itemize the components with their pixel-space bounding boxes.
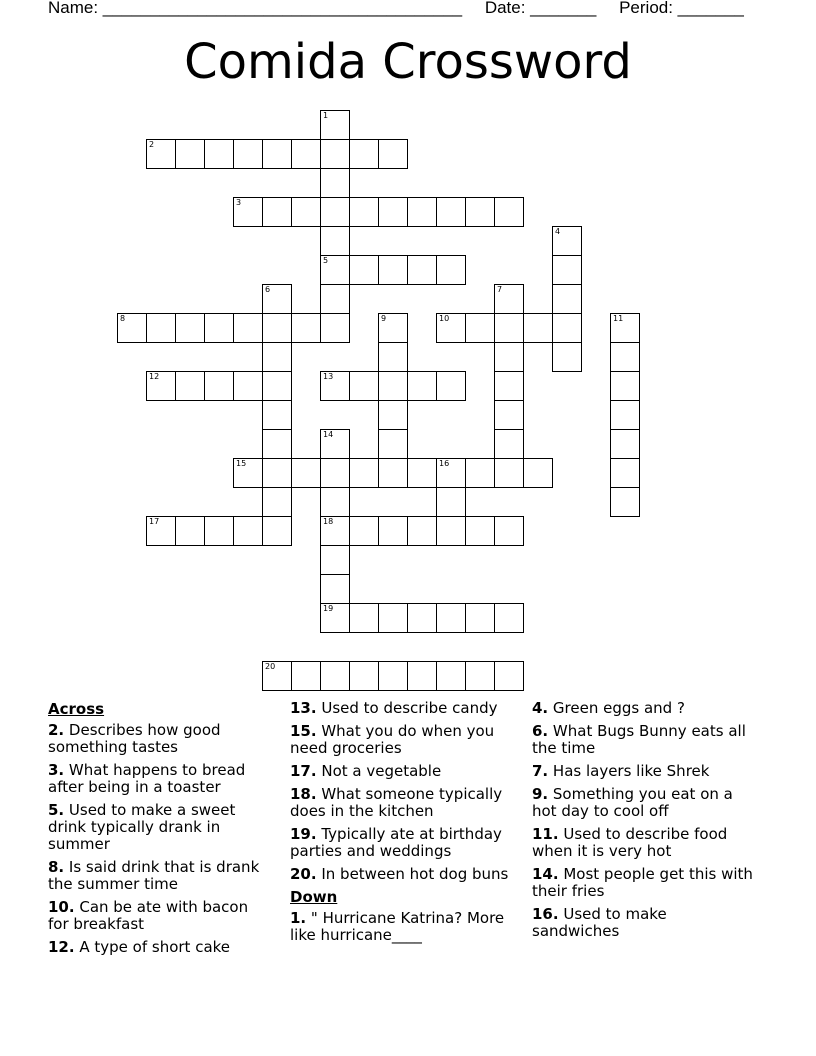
clue-text: What someone typically does in the kitchen [290,785,503,820]
crossword-cell[interactable] [262,429,292,459]
clue-number: 13 [323,372,334,381]
crossword-cell[interactable] [320,255,350,285]
crossword-cell[interactable] [610,429,640,459]
clue-item [290,723,520,757]
clue-text: Used to describe candy [316,699,498,717]
crossword-cell[interactable] [494,429,524,459]
crossword-cell[interactable] [262,342,292,372]
crossword-cell[interactable] [320,197,350,227]
crossword-cell[interactable] [436,255,466,285]
across-heading: Across [48,700,105,718]
clue-number: 19. [290,825,317,843]
crossword-cell[interactable] [320,574,350,604]
crossword-cell[interactable] [262,487,292,517]
clue-item [290,700,520,717]
crossword-cell[interactable] [610,400,640,430]
crossword-cell[interactable] [552,226,582,256]
clue-number: 15 [236,459,247,468]
crossword-cell[interactable] [436,371,466,401]
clue-item [532,826,757,860]
crossword-cell[interactable] [262,313,292,343]
crossword-cell[interactable] [233,313,263,343]
crossword-cell[interactable] [349,255,379,285]
crossword-cell[interactable] [233,139,263,169]
crossword-cell[interactable] [291,661,321,691]
crossword-cell[interactable] [436,313,466,343]
crossword-cell[interactable] [320,516,350,546]
crossword-cell[interactable] [320,458,350,488]
crossword-cell[interactable] [407,661,437,691]
clue-item [48,722,273,756]
down-clue-list-continued [532,700,757,940]
crossword-cell[interactable] [320,226,350,256]
clue-number: 6. [532,722,549,740]
clue-number: 5 [323,256,329,265]
crossword-cell[interactable] [320,139,350,169]
clue-item [532,866,757,900]
crossword-cell[interactable] [407,603,437,633]
crossword-cell[interactable] [523,313,553,343]
across-clue-list [48,722,273,956]
crossword-cell[interactable] [320,371,350,401]
crossword-cell[interactable] [262,661,292,691]
crossword-cell[interactable] [262,458,292,488]
crossword-cell[interactable] [378,371,408,401]
clue-text: Something you eat on a hot day to cool off [532,785,733,820]
clue-text: Used to describe food when it is very hot [532,825,728,860]
crossword-cell[interactable] [465,603,495,633]
crossword-cell[interactable] [378,139,408,169]
clue-text: A type of short cake [74,938,231,956]
clue-text: What Bugs Bunny eats all the time [532,722,746,757]
clue-number: 12. [48,938,75,956]
page-title: Comida Crossword [184,34,632,90]
crossword-cell[interactable] [378,255,408,285]
crossword-cell[interactable] [233,458,263,488]
clue-item [48,939,273,956]
clue-number: 16. [532,905,559,923]
clue-number: 4 [555,227,561,236]
clue-number: 7. [532,762,549,780]
clue-number: 14. [532,865,559,883]
crossword-cell[interactable] [552,255,582,285]
crossword-cell[interactable] [494,284,524,314]
clue-number: 17 [149,517,160,526]
clue-item [532,723,757,757]
clue-item [48,899,273,933]
date-field-label: Date: _______ [484,0,597,17]
across-clue-list-continued [290,700,520,883]
crossword-cell[interactable] [349,371,379,401]
clue-text: Used to make a sweet drink typically drank in summer [48,801,236,853]
crossword-cell[interactable] [117,313,147,343]
clue-text: What you do when you need groceries [290,722,495,757]
clue-text: Has layers like Shrek [548,762,710,780]
crossword-cell[interactable] [233,197,263,227]
clue-number: 14 [323,430,334,439]
crossword-cell[interactable] [465,458,495,488]
crossword-cell[interactable] [320,661,350,691]
crossword-cell[interactable] [349,139,379,169]
clue-text: " Hurricane Katrina? More like hurricane____ [290,909,505,944]
clue-number: 19 [323,604,334,613]
clue-number: 16 [439,459,450,468]
clue-item [532,906,757,940]
crossword-cell[interactable] [175,139,205,169]
crossword-cell[interactable] [349,197,379,227]
crossword-cell[interactable] [610,342,640,372]
crossword-cell[interactable] [494,661,524,691]
crossword-cell[interactable] [465,661,495,691]
crossword-cell[interactable] [465,313,495,343]
clue-number: 8 [120,314,126,323]
clue-number: 17. [290,762,317,780]
crossword-cell[interactable] [494,458,524,488]
clue-number: 11 [613,314,624,323]
clue-number: 8. [48,858,65,876]
crossword-cell[interactable] [146,371,176,401]
crossword-cell[interactable] [320,429,350,459]
clue-number: 6 [265,285,271,294]
crossword-cell[interactable] [378,429,408,459]
name-field-label: Name: ______________________________________ [48,0,463,17]
clue-number: 9 [381,314,387,323]
down-heading: Down [290,888,338,906]
clue-number: 10. [48,898,75,916]
crossword-cell[interactable] [262,516,292,546]
crossword-cell[interactable] [320,487,350,517]
crossword-cell[interactable] [436,603,466,633]
crossword-cell[interactable] [465,197,495,227]
clue-text: What happens to bread after being in a toaster [48,761,246,796]
clue-item [290,826,520,860]
crossword-cell[interactable] [320,110,350,140]
crossword-cell[interactable] [494,603,524,633]
crossword-cell[interactable] [610,371,640,401]
clues-column-3 [532,700,757,946]
clue-number: 12 [149,372,160,381]
crossword-cell[interactable] [291,458,321,488]
crossword-cell[interactable] [378,197,408,227]
clue-item [290,910,520,944]
down-clue-list [290,910,520,944]
crossword-cell[interactable] [378,458,408,488]
crossword-cell[interactable] [204,371,234,401]
clue-text: Describes how good something tastes [48,721,221,756]
crossword-cell[interactable] [349,661,379,691]
crossword-cell[interactable] [320,603,350,633]
clue-text: Most people get this with their fries [532,865,753,900]
crossword-cell[interactable] [320,313,350,343]
crossword-cell[interactable] [436,487,466,517]
clue-number: 5. [48,801,65,819]
crossword-cell[interactable] [494,342,524,372]
clue-number: 1. [290,909,307,927]
clue-text: Not a vegetable [316,762,442,780]
crossword-cell[interactable] [407,516,437,546]
crossword-cell[interactable] [407,197,437,227]
clue-number: 3 [236,198,242,207]
crossword-cell[interactable] [204,313,234,343]
crossword-cell[interactable] [320,284,350,314]
crossword-cell[interactable] [378,313,408,343]
clue-number: 7 [497,285,503,294]
clue-number: 18. [290,785,317,803]
crossword-cell[interactable] [146,516,176,546]
crossword-cell[interactable] [436,458,466,488]
crossword-cell[interactable] [610,487,640,517]
crossword-cell[interactable] [233,371,263,401]
crossword-cell[interactable] [378,400,408,430]
clue-number: 4. [532,699,549,717]
crossword-cell[interactable] [349,516,379,546]
crossword-cell[interactable] [146,139,176,169]
clue-item [290,763,520,780]
crossword-cell[interactable] [204,139,234,169]
clue-number: 3. [48,761,65,779]
clue-item [532,763,757,780]
clue-number: 20. [290,865,317,883]
clue-item [532,786,757,820]
crossword-cell[interactable] [204,516,234,546]
crossword-cell[interactable] [494,516,524,546]
crossword-cell[interactable] [494,313,524,343]
clue-number: 20 [265,662,276,671]
crossword-cell[interactable] [378,661,408,691]
crossword-cell[interactable] [436,661,466,691]
crossword-cell[interactable] [378,516,408,546]
crossword-cell[interactable] [465,516,495,546]
crossword-cell[interactable] [233,516,263,546]
clue-item [48,859,273,893]
crossword-cell[interactable] [436,197,466,227]
clue-item [532,700,757,717]
clue-text: Used to make sandwiches [532,905,667,940]
crossword-cell[interactable] [320,168,350,198]
crossword-cell[interactable] [146,313,176,343]
clues-column-2 [290,700,520,950]
clue-number: 13. [290,699,317,717]
crossword-cell[interactable] [262,197,292,227]
clue-item [48,762,273,796]
crossword-cell[interactable] [291,139,321,169]
crossword-cell[interactable] [320,545,350,575]
crossword-cell[interactable] [262,139,292,169]
crossword-cell[interactable] [175,313,205,343]
clue-text: Typically ate at birthday parties and weddings [290,825,502,860]
crossword-cell[interactable] [262,371,292,401]
crossword-cell[interactable] [407,255,437,285]
clue-item [48,802,273,853]
crossword-cell[interactable] [610,313,640,343]
crossword-cell[interactable] [378,342,408,372]
crossword-cell[interactable] [610,458,640,488]
crossword-cell[interactable] [291,197,321,227]
crossword-cell[interactable] [349,603,379,633]
clue-number: 11. [532,825,559,843]
crossword-cell[interactable] [262,284,292,314]
crossword-cell[interactable] [291,313,321,343]
crossword-cell[interactable] [436,516,466,546]
clue-text: In between hot dog buns [316,865,509,883]
clue-text: Green eggs and ? [548,699,685,717]
crossword-cell[interactable] [494,371,524,401]
crossword-cell[interactable] [349,458,379,488]
clues-column-1 [48,700,273,962]
crossword-cell[interactable] [378,603,408,633]
clue-number: 18 [323,517,334,526]
clue-number: 10 [439,314,450,323]
crossword-cell[interactable] [407,458,437,488]
crossword-cell[interactable] [552,284,582,314]
crossword-cell[interactable] [262,400,292,430]
crossword-cell[interactable] [523,458,553,488]
clue-number: 15. [290,722,317,740]
clue-number: 9. [532,785,549,803]
clue-number: 2 [149,140,155,149]
clue-number: 2. [48,721,65,739]
crossword-cell[interactable] [175,371,205,401]
crossword-cell[interactable] [494,197,524,227]
crossword-cell[interactable] [175,516,205,546]
clue-item [290,866,520,883]
clue-number: 1 [323,111,329,120]
crossword-cell[interactable] [552,342,582,372]
crossword-cell[interactable] [407,371,437,401]
period-field-label: Period: _______ [619,0,744,17]
crossword-cell[interactable] [552,313,582,343]
clue-text: Is said drink that is drank the summer time [48,858,260,893]
clue-text: Can be ate with bacon for breakfast [48,898,249,933]
clue-item [290,786,520,820]
crossword-cell[interactable] [494,400,524,430]
